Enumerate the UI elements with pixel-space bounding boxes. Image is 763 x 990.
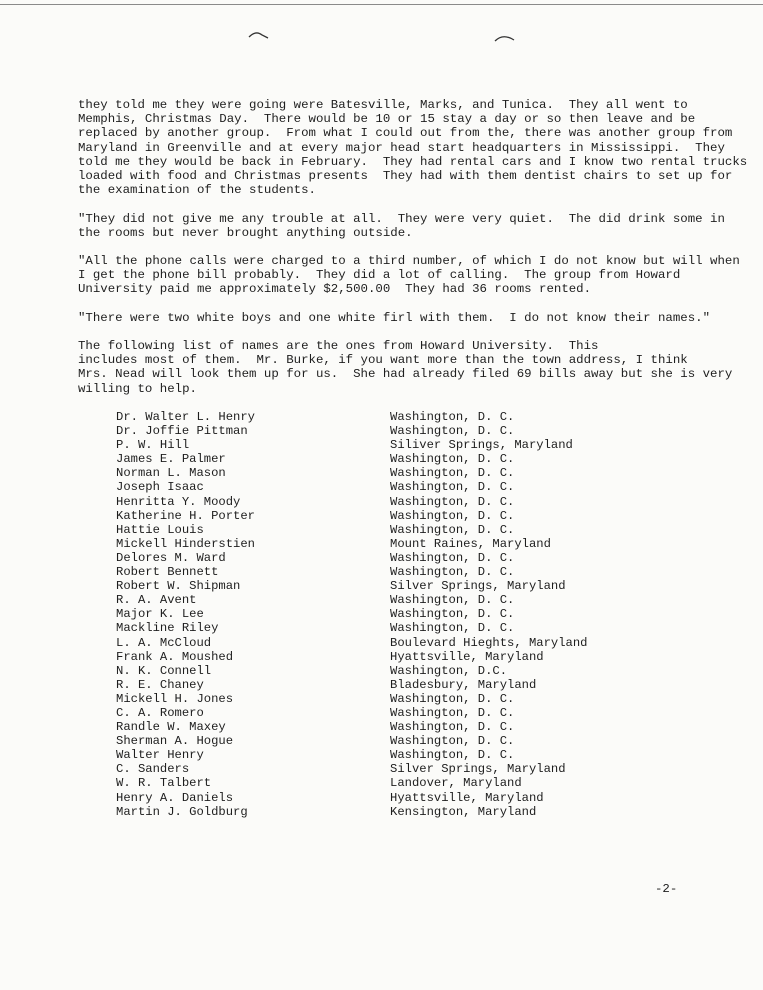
person-name: Sherman A. Hogue [116,734,234,749]
person-town: Mount Raines, Maryland [390,536,551,551]
person-name: L. A. McCloud [116,635,212,650]
name-row [116,748,587,762]
name-row [116,650,587,664]
person-name: Henry A. Daniels [116,790,234,805]
person-name: Walter Henry [116,748,204,763]
person-town: Washington, D. C. [390,410,515,424]
person-name: Robert W. Shipman [116,579,241,594]
name-row [116,452,587,466]
person-town: Bladesbury, Maryland [390,677,537,692]
person-town: Landover, Maryland [390,776,522,791]
name-row [116,579,587,593]
person-town: Siliver Springs, Maryland [390,438,573,453]
name-row [116,438,587,452]
pen-mark-left [248,30,270,40]
person-town: Washington, D. C. [390,565,515,580]
person-name: Robert Bennett [116,565,219,580]
person-town: Washington, D. C. [390,734,515,749]
top-edge-line [0,4,763,5]
person-town: Washington, D. C. [390,691,515,706]
name-row [116,734,587,748]
person-name: James E. Palmer [116,452,226,467]
name-row [116,607,587,621]
person-name: W. R. Talbert [116,776,212,791]
paragraph-5: The following list of names are the ones from Howard University. This includes most of them. Mr. Burke, if you want more than the town address, I think Mrs. Nead will look them up for us. She had already filed 69 bills away but she is very willing to help. [78,339,733,396]
person-name: Henritta Y. Moody [116,494,241,509]
paragraph-4: "There were two white boys and one white firl with them. I do not know their names." [78,311,711,325]
person-name: P. W. Hill [116,438,190,453]
person-town: Kensington, Maryland [390,804,537,819]
name-row [116,551,587,565]
person-name: Randle W. Maxey [116,720,226,735]
person-name: Delores M. Ward [116,550,226,565]
person-town: Washington, D. C. [390,466,515,481]
person-town: Washington, D. C. [390,705,515,720]
person-town: Washington, D. C. [390,607,515,622]
names-list [116,410,587,819]
person-town: Washington, D.C. [390,663,508,678]
name-row [116,706,587,720]
person-name: R. E. Chaney [116,677,204,692]
name-row [116,805,587,819]
person-town: Silver Springs, Maryland [390,579,566,594]
name-row [116,664,587,678]
name-row [116,762,587,776]
person-town: Washington, D. C. [390,452,515,467]
person-name: Mackline Riley [116,621,219,636]
name-row [116,636,587,650]
name-row [116,495,587,509]
person-town: Washington, D. C. [390,494,515,509]
name-row [116,466,587,480]
name-row [116,565,587,579]
person-town: Washington, D. C. [390,424,515,439]
person-name: C. A. Romero [116,705,204,720]
person-town: Washington, D. C. [390,480,515,495]
name-row [116,776,587,790]
name-row [116,410,587,424]
name-row [116,791,587,805]
name-row [116,523,587,537]
person-town: Washington, D. C. [390,621,515,636]
pen-mark-right [494,32,516,42]
page-number: -2- [655,882,678,896]
person-name: Mickell Hinderstien [116,536,255,551]
person-town: Washington, D. C. [390,550,515,565]
person-town: Washington, D. C. [390,748,515,763]
person-name: R. A. Avent [116,593,197,608]
person-town: Silver Springs, Maryland [390,762,566,777]
name-row [116,509,587,523]
person-name: Katherine H. Porter [116,508,255,523]
name-row [116,537,587,551]
person-town: Washington, D. C. [390,720,515,735]
person-town: Boulevard Hieghts, Maryland [390,635,588,650]
person-name: Frank A. Moushed [116,649,234,664]
person-town: Washington, D. C. [390,593,515,608]
paragraph-3: "All the phone calls were charged to a third number, of which I do not know but will when I get the phone bill probably. They did a lot of calling. The group from Howard University paid me approximately $2,500.00 They had 36 rooms rented. [78,254,740,297]
paragraph-1: they told me they were going were Batesville, Marks, and Tunica. They all went to Memphis, Christmas Day. There would be 10 or 15 stay a day or so then leave and be replaced by another group. From what I could out from the, there was another group from Maryland in Greenville and at every major head start headquarters in Mississippi. They told me they would be back in February. They had rental cars and I know two rental trucks loaded with food and Christmas presents They had with them dentist chairs to set up for the examination of the students. [78,98,748,198]
paragraph-2: "They did not give me any trouble at all. They were very quiet. The did drink some in the rooms but never brought anything outside. [78,212,725,241]
name-row [116,424,587,438]
name-row [116,593,587,607]
person-name: Major K. Lee [116,607,204,622]
name-row [116,480,587,494]
name-row [116,678,587,692]
person-name: C. Sanders [116,762,190,777]
person-town: Hyattsville, Maryland [390,649,544,664]
person-name: Norman L. Mason [116,466,226,481]
person-name: Mickell H. Jones [116,691,234,706]
person-town: Hyattsville, Maryland [390,790,544,805]
person-name: N. K. Connell [116,663,212,678]
name-row [116,692,587,706]
name-row [116,621,587,635]
person-name: Dr. Joffie Pittman [116,424,248,439]
person-name: Hattie Louis [116,522,204,537]
person-town: Washington, D. C. [390,508,515,523]
person-name: Martin J. Goldburg [116,804,248,819]
person-name: Joseph Isaac [116,480,204,495]
person-name: Dr. Walter L. Henry [116,410,255,424]
name-row [116,720,587,734]
person-town: Washington, D. C. [390,522,515,537]
